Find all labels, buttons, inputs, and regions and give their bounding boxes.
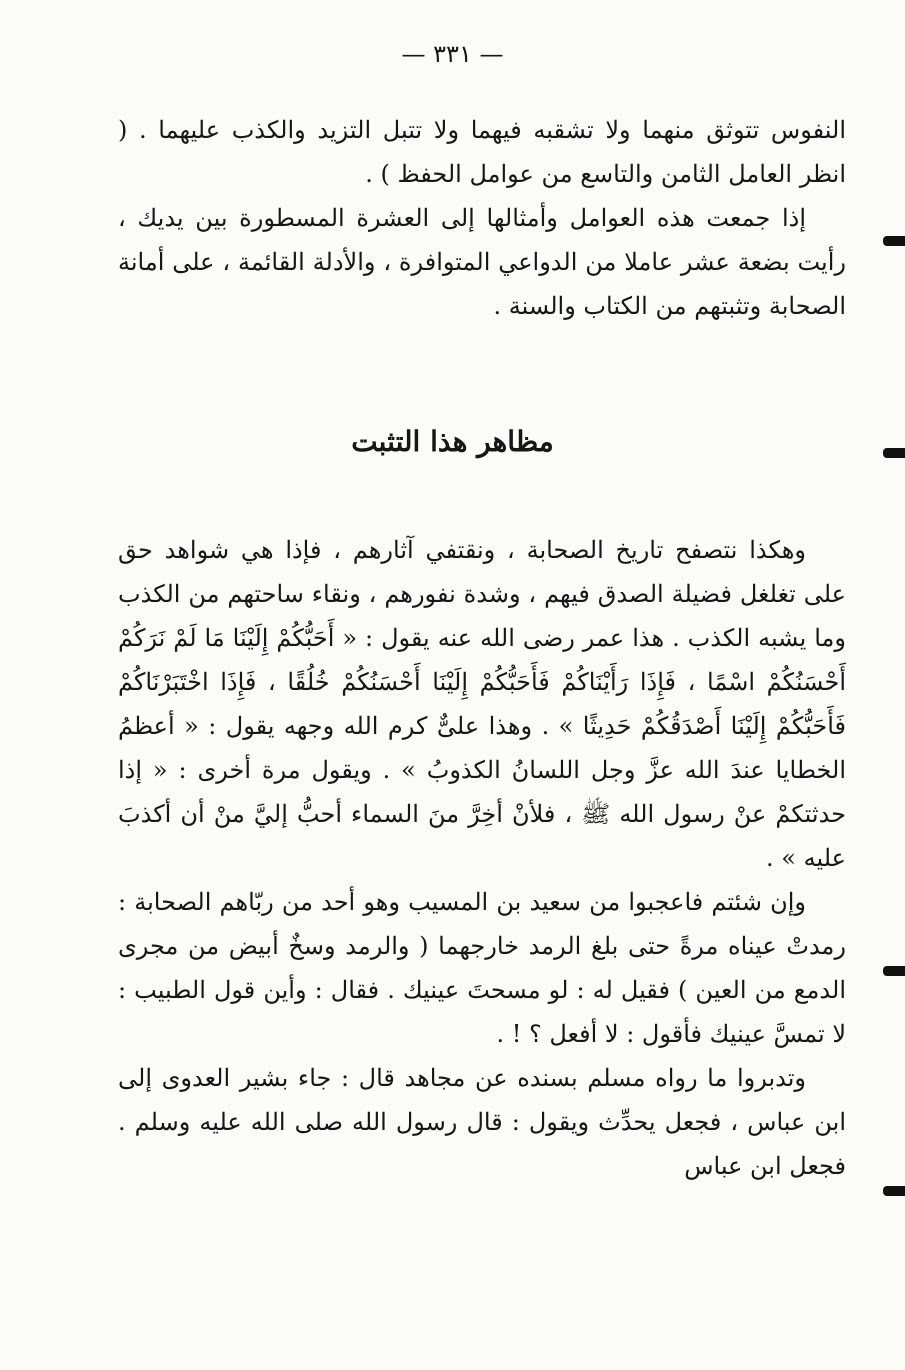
intro-paragraph: إذا جمعت هذه العوامل وأمثالها إلى العشرة المسطورة بين يديك ، رأيت بضعة عشر عاملا من الدواعي المتوافرة ، والأدلة القائمة ، على أمانة الصحابة وتثبتهم من الكتاب والسنة . (118, 204, 846, 320)
binding-edge-mark (883, 236, 905, 246)
body-paragraph: وهكذا نتصفح تاريخ الصحابة ، ونقتفي آثارهم ، فإذا هي شواهد حق على تغلغل فضيلة الصدق فيهم ، وشدة نفورهم ، ونقاء ساحتهم من الكذب وما يشبه الكذب . هذا عمر رضى الله عنه يقول : « أَحَبُّكُمْ إِلَيْنَا مَا لَمْ نَرَكُمْ أَحْسَنُكُمْ اسْمًا ، فَإِذَا رَأَيْنَاكُمْ فَأَحَبُّكُمْ إِلَيْنَا أَحْسَنُكُمْ خُلُقًا ، فَإِذَا اخْتَبَرْنَاكُمْ فَأَحَبُّكُمْ إِلَيْنَا أَصْدَقُكُمْ حَدِيثًا » . وهذا علىٌّ كرم الله وجهه يقول : « أعظمُ الخطايا عندَ الله عزَّ وجل اللسانُ الكذوبُ » . ويقول مرة أخرى : « إذا حدثتكمْ عنْ رسول الله ﷺ ، فلأنْ أخِرَّ منَ السماء أحبُّ إليَّ منْ أن أكذبَ عليه » . (118, 536, 846, 872)
intro-section (118, 108, 846, 328)
section-heading: مظاهر هذا التثبت (351, 425, 554, 458)
binding-edge-mark (883, 448, 905, 458)
intro-paragraph: النفوس تتوثق منهما ولا تشقبه فيهما ولا تتبل التزيد والكذب عليهما . ( انظر العامل الثامن والتاسع من عوامل الحفظ ) . (118, 116, 846, 188)
body-paragraph: وإن شئتم فاعجبوا من سعيد بن المسيب وهو أحد من ربّاهم الصحابة : رمدتْ عيناه مرةً حتى بلغ الرمد خارجهما ( والرمد وسخٌ أبيض من مجرى الدمع من العين ) فقيل له : لو مسحتَ عينيك . فقال : وأين قول الطبيب : لا تمسَّ عينيك فأقول : لا أفعل ؟ ! . (118, 888, 846, 1048)
body-paragraph: وتدبروا ما رواه مسلم بسنده عن مجاهد قال : جاء بشير العدوى إلى ابن عباس ، فجعل يحدِّث ويقول : قال رسول الله صلى الله عليه وسلم . فجعل ابن عباس (118, 1064, 847, 1180)
binding-edge-mark (883, 1186, 905, 1196)
page-number: — ٣٣١ — (401, 40, 504, 68)
body-section (118, 528, 846, 1188)
binding-edge-mark (883, 966, 905, 976)
